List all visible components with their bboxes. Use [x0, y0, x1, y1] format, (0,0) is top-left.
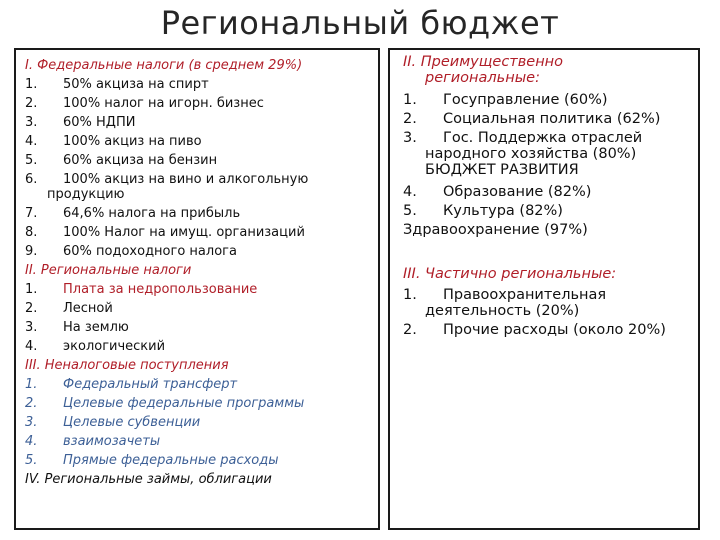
- revenue-line: [25, 377, 237, 392]
- expenditure-line: [403, 54, 563, 70]
- item-number: 9.: [25, 244, 38, 259]
- revenue-line: [25, 153, 217, 168]
- revenue-line: [25, 339, 165, 354]
- item-number: 5.: [403, 203, 417, 219]
- revenue-line: [25, 415, 200, 430]
- item-number: 6.: [25, 172, 38, 187]
- expenditure-line: [403, 92, 608, 108]
- item-number: 1.: [403, 92, 417, 108]
- expenditure-line: [403, 70, 540, 86]
- expenditure-line: [403, 303, 579, 319]
- revenue-line: [25, 96, 264, 111]
- item-text: На землю: [63, 320, 129, 335]
- expenditure-line: [403, 162, 579, 178]
- item-number: 1.: [25, 282, 38, 297]
- item-number: 2.: [25, 396, 38, 411]
- item-number: 4.: [25, 134, 38, 149]
- expenditure-line: [403, 287, 606, 303]
- revenue-line: [25, 172, 308, 187]
- item-text: Лесной: [63, 301, 113, 316]
- item-text: II. Преимущественно: [403, 54, 564, 70]
- item-text: Плата за недропользование: [63, 282, 258, 297]
- item-text: Правоохранительная: [443, 287, 607, 303]
- revenue-line: [25, 472, 272, 487]
- item-text: деятельность (20%): [425, 303, 580, 319]
- item-number: 2.: [25, 96, 38, 111]
- expenditure-line: [403, 111, 660, 127]
- item-text: 100% акциз на вино и алкогольную: [63, 172, 309, 187]
- revenue-line: [25, 320, 129, 335]
- item-number: 1.: [25, 77, 38, 92]
- item-number: 4.: [25, 339, 38, 354]
- item-text: 64,6% налога на прибыль: [63, 206, 241, 221]
- item-text: Здравоохранение (97%): [403, 222, 588, 238]
- expenditure-line: [403, 266, 616, 282]
- item-text: III. Неналоговые поступления: [25, 358, 229, 373]
- revenue-line: [25, 263, 191, 278]
- expenditure-line: [403, 203, 563, 219]
- item-number: 2.: [403, 322, 417, 338]
- item-number: 7.: [25, 206, 38, 221]
- item-number: 8.: [25, 225, 38, 240]
- item-text: Культура (82%): [443, 203, 563, 219]
- item-text: БЮДЖЕТ РАЗВИТИЯ: [425, 162, 579, 178]
- item-text: экологический: [63, 339, 166, 354]
- revenue-panel: [14, 48, 380, 530]
- revenue-line: [25, 358, 229, 373]
- revenue-line: [25, 301, 113, 316]
- revenue-line: [25, 282, 257, 297]
- item-text: Гос. Поддержка отраслей: [443, 130, 643, 146]
- expenditure-line: [403, 146, 636, 162]
- item-number: 5.: [25, 153, 38, 168]
- expenditure-panel: [388, 48, 700, 530]
- item-text: 60% акциза на бензин: [63, 153, 218, 168]
- item-text: Образование (82%): [443, 184, 592, 200]
- item-text: 50% акциза на спирт: [63, 77, 209, 92]
- item-text: 100% акциз на пиво: [63, 134, 202, 149]
- item-text: 100% Налог на имущ. организаций: [63, 225, 305, 240]
- revenue-line: [25, 453, 279, 468]
- item-text: региональные:: [425, 70, 540, 86]
- item-text: 100% налог на игорн. бизнес: [63, 96, 264, 111]
- revenue-line: [25, 434, 160, 449]
- expenditure-line: [403, 222, 588, 238]
- item-text: Прочие расходы (около 20%): [443, 322, 666, 338]
- item-number: 3.: [25, 415, 38, 430]
- item-text: I. Федеральные налоги (в среднем 29%): [25, 58, 303, 73]
- item-text: народного хозяйства (80%): [425, 146, 637, 162]
- item-text: Прямые федеральные расходы: [63, 453, 279, 468]
- item-text: Госуправление (60%): [443, 92, 608, 108]
- expenditure-line: [403, 130, 642, 146]
- item-number: 3.: [403, 130, 417, 146]
- item-text: Федеральный трансферт: [63, 377, 238, 392]
- page-title: Региональный бюджет: [160, 4, 560, 42]
- item-text: Целевые субвенции: [63, 415, 201, 430]
- item-text: Социальная политика (62%): [443, 111, 661, 127]
- item-text: взаимозачеты: [63, 434, 161, 449]
- item-text: 60% подоходного налога: [63, 244, 237, 259]
- revenue-line: [25, 396, 304, 411]
- revenue-line: [25, 206, 240, 221]
- item-number: 4.: [25, 434, 38, 449]
- item-number: 5.: [25, 453, 38, 468]
- revenue-line: [25, 115, 135, 130]
- expenditure-line: [403, 184, 591, 200]
- revenue-line: [25, 225, 305, 240]
- item-text: IV. Региональные займы, облигации: [25, 472, 272, 487]
- item-number: 3.: [25, 320, 38, 335]
- item-text: продукцию: [47, 187, 125, 202]
- revenue-line: [25, 77, 209, 92]
- revenue-line: [25, 58, 302, 73]
- item-number: 2.: [25, 301, 38, 316]
- item-text: 60% НДПИ: [63, 115, 136, 130]
- item-number: 1.: [403, 287, 417, 303]
- item-number: 4.: [403, 184, 417, 200]
- item-text: III. Частично региональные:: [403, 266, 617, 282]
- item-text: Целевые федеральные программы: [63, 396, 305, 411]
- item-number: 3.: [25, 115, 38, 130]
- revenue-line: [25, 134, 202, 149]
- item-number: 1.: [25, 377, 38, 392]
- item-text: II. Региональные налоги: [25, 263, 192, 278]
- revenue-line: [25, 187, 124, 202]
- item-number: 2.: [403, 111, 417, 127]
- expenditure-line: [403, 322, 666, 338]
- revenue-line: [25, 244, 237, 259]
